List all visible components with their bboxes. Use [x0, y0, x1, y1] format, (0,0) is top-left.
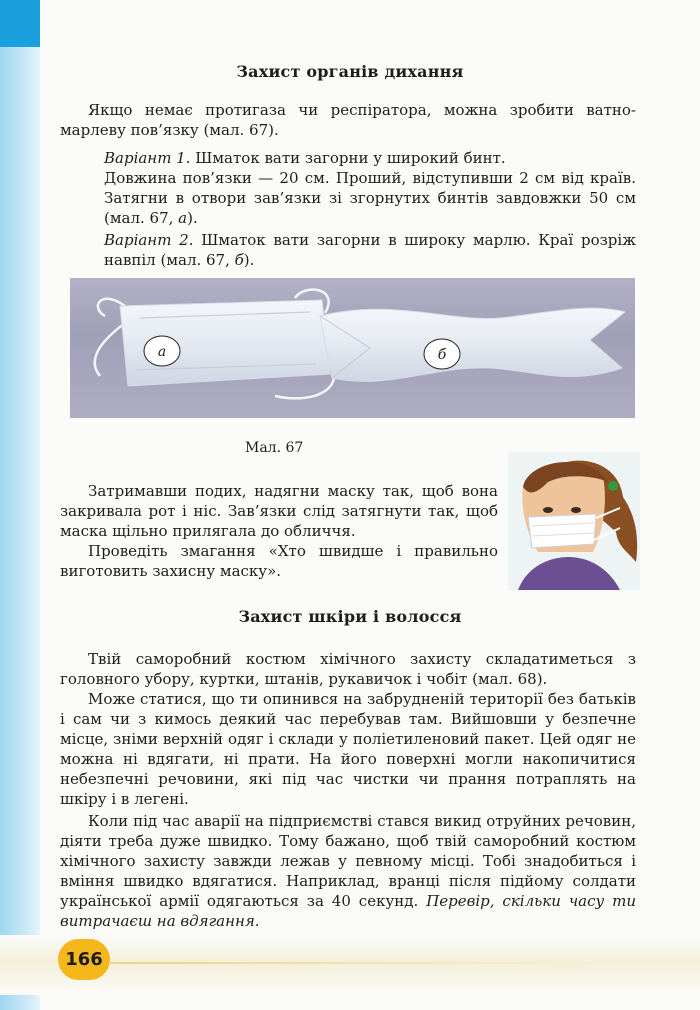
contest-paragraph: Проведіть змагання «Хто швидше і правильно виготовить захисну маску».: [60, 542, 498, 580]
bottom-rule: [110, 962, 600, 964]
section-title-breathing: Захист органів дихання: [236, 62, 464, 81]
figure-67-masks: [70, 278, 635, 418]
intro-paragraph: Якщо немає протигаза чи респіратора, можна зробити ватно-марлеву пов’язку (мал. 67).: [60, 101, 636, 139]
figure-label-b: б: [437, 347, 447, 363]
variant1-label: Варіант 1.: [104, 149, 191, 167]
face-mask: [528, 514, 596, 548]
variant1-text: Шматок вати загорни у широкий бинт.: [190, 149, 506, 167]
side-color-tab: [0, 0, 40, 47]
mask-instruction-paragraph: Затримавши подих, надягни маску так, щоб вона закривала рот і ніс. Зав’язки слід затягнути так, щоб маска щільно прилягала до обличчя.: [60, 482, 498, 540]
task-text: Перевір, скільки часу ти витрачаєш на вдягання.: [60, 892, 636, 930]
variant1-details-text: Довжина пов’язки — 20 см. Проший, відступивши 2 см від країв. Затягни в отвори зав’язки зі згорнутих бинтів завдовжки 50 см (мал. 67,: [104, 169, 636, 227]
variant1-paragraph: [104, 148, 636, 168]
variant2-figure-ref: б: [234, 251, 244, 269]
variant2-text: Шматок вати загорни в широку марлю. Краї розріж навпіл (мал. 67,: [104, 231, 636, 269]
variant1-details-end: ).: [187, 209, 198, 227]
accident-text: Коли під час аварії на підприємстві стався викид отруйних речовин, діяти треба дуже швидко. Тому бажано, щоб твій саморобний костюм хімічного захисту завжди лежав у певному місці. Тобі знадобиться і вміння швидко вдягатися. Наприклад, вранці після підйому солдати української армії одягаються за 40 секунд.: [60, 812, 636, 910]
figure-label-a: а: [157, 344, 167, 360]
variant2-text-end: ).: [243, 251, 255, 269]
section-title-skin: Захист шкіри і волосся: [238, 607, 462, 626]
accident-paragraph: [60, 811, 636, 931]
costume-paragraph: Твій саморобний костюм хімічного захисту складатиметься з головного убору, куртки, штанів, рукавичок і чобіт (мал. 68).: [60, 650, 636, 688]
variant1-figure-ref: а: [178, 209, 188, 227]
page-number: 166: [58, 939, 110, 980]
figure-caption: Мал. 67: [245, 440, 304, 456]
side-decoration-bar: [0, 0, 40, 1010]
contamination-paragraph: Може статися, що ти опинився на забрудненій території без батьків і сам чи з кимось деякий час перебував там. Вийшовши у безпечне місце, зніми верхній одяг і склади у поліетиленовий пакет. Цей одяг не можна ні вдягати, ні прати. На його поверхні могли накопичитися небезпечні речовини, які під час чистки чи прання потраплять на шкіру і в легені.: [60, 690, 636, 808]
variant2-paragraph: [104, 230, 636, 270]
girl-wearing-mask-illustration: [508, 452, 640, 590]
variant2-label: Варіант 2.: [104, 231, 194, 249]
variant1-details: [104, 168, 636, 228]
